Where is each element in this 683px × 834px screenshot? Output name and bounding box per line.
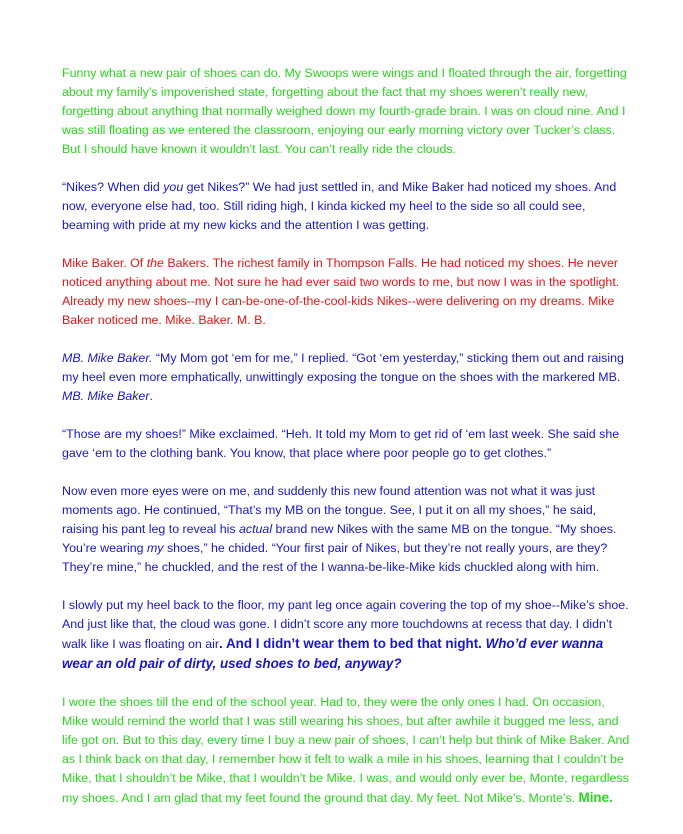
paragraph-4-emphasis-a: MB. Mike Baker. [62,351,153,365]
paragraph-6-text-c: brand new Nikes with the same MB on the tongue. “My shoes. You’re wearing [62,522,617,555]
paragraph-5-text: “Those are my shoes!” Mike exclaimed. “Heh. It told my Mom to get rid of ‘em last week. She said she gave ‘em to the clothing bank. You know, that place where poor people go to get clothes.” [62,427,620,460]
paragraph-1-text: Funny what a new pair of shoes can do. My Swoops were wings and I floated through the air, forgetting about my family’s impoverished state, forgetting about the fact that my shoes weren’t really new, forgetting about anything that normally weighed down my fourth-grade brain. I was on cloud nine. And I was still floating as we entered the classroom, enjoying our early morning victory over Tucker’s class. But I should have known it wouldn’t last. You can’t really ride the clouds. [62,66,627,156]
paragraph-2-emphasis: you [163,180,184,194]
paragraph-8 [62,693,632,808]
paragraph-5 [62,425,632,463]
paragraph-7-bold: . And I didn’t wear them to bed that night. [219,636,486,651]
paragraph-4-text-d: . [149,389,153,403]
paragraph-8-text-a: I wore the shoes till the end of the school year. Had to, they were the only ones I had. On occasion, Mike would remind the world that I was still wearing his shoes, but after awhile it bugged me less, and life got on. But to this day, every time I buy a new pair of shoes, I can’t help but think of Mike Baker. And as I think back on that day, I remember how it felt to walk a mile in his shoes, learning that I couldn’t be Mike, that I shouldn’t be Mike, that I wouldn’t be Mike. I was, and would only ever be, Monte, regardless my shoes. And I am glad that my feet found the ground that day. My feet. Not Mike’s. Monte’s. [62,695,630,805]
paragraph-6 [62,482,632,577]
paragraph-4-text-b: “My Mom got ‘em for me,” I replied. “Got ‘em yesterday,” sticking them out and raising my heel even more emphatically, unwittingly exposing the tongue on the shoes with the markered MB. [62,351,624,384]
paragraph-2-text-c: get Nikes?” We had just settled in, and Mike Baker had noticed my shoes. And now, everyone else had, too. Still riding high, I kinda kicked my heel to the side so all could see, beaming with pride at my new kicks and the attention I was getting. [62,180,617,232]
paragraph-7-bold-italic: Who’d ever wanna wear an old pair of dirty, used shoes to bed, anyway? [62,636,604,671]
paragraph-3-text-a: Mike Baker. Of [62,256,147,270]
paragraph-3-emphasis: the [146,256,164,270]
paragraph-6-emphasis-d: my [146,541,164,555]
paragraph-4 [62,349,632,406]
document-body [62,64,632,827]
paragraph-3-text-c: Bakers. The richest family in Thompson Falls. He had noticed my shoes. He never noticed anything about me. Not sure he had ever said two words to me, but now I was in the spotlight. Already my new shoes--my I can-be-one-of-the-cool-kids Nikes--were delivering on my dreams. Mike Baker noticed me. Mike. Baker. M. B. [62,256,620,327]
paragraph-2-text-a: “Nikes? When did [62,180,164,194]
paragraph-7 [62,596,632,674]
paragraph-7-text-a: I slowly put my heel back to the floor, my pant leg once again covering the top of my shoe--Mike’s shoe. And just like that, the cloud was gone. I didn’t score any more touchdowns at recess that day. I didn’t walk like I was floating on air [62,598,629,651]
paragraph-6-emphasis-b: actual [239,522,273,536]
paragraph-1 [62,64,632,159]
paragraph-6-text-a: Now even more eyes were on me, and suddenly this new found attention was not what it was just moments ago. He continued, “That’s my MB on the tongue. See, I put it on all my shoes,” he said, raising his pant leg to reveal his [62,484,597,536]
paragraph-2 [62,178,632,235]
paragraph-8-bold: Mine. [578,790,613,805]
paragraph-6-text-e: shoes,” he chided. “Your first pair of Nikes, but they’re not really yours, are they? They’re mine,” he chuckled, and the rest of the I wanna-be-like-Mike kids chuckled along with him. [62,541,608,574]
paragraph-3 [62,254,632,330]
paragraph-4-emphasis-c: MB. Mike Baker [62,389,150,403]
